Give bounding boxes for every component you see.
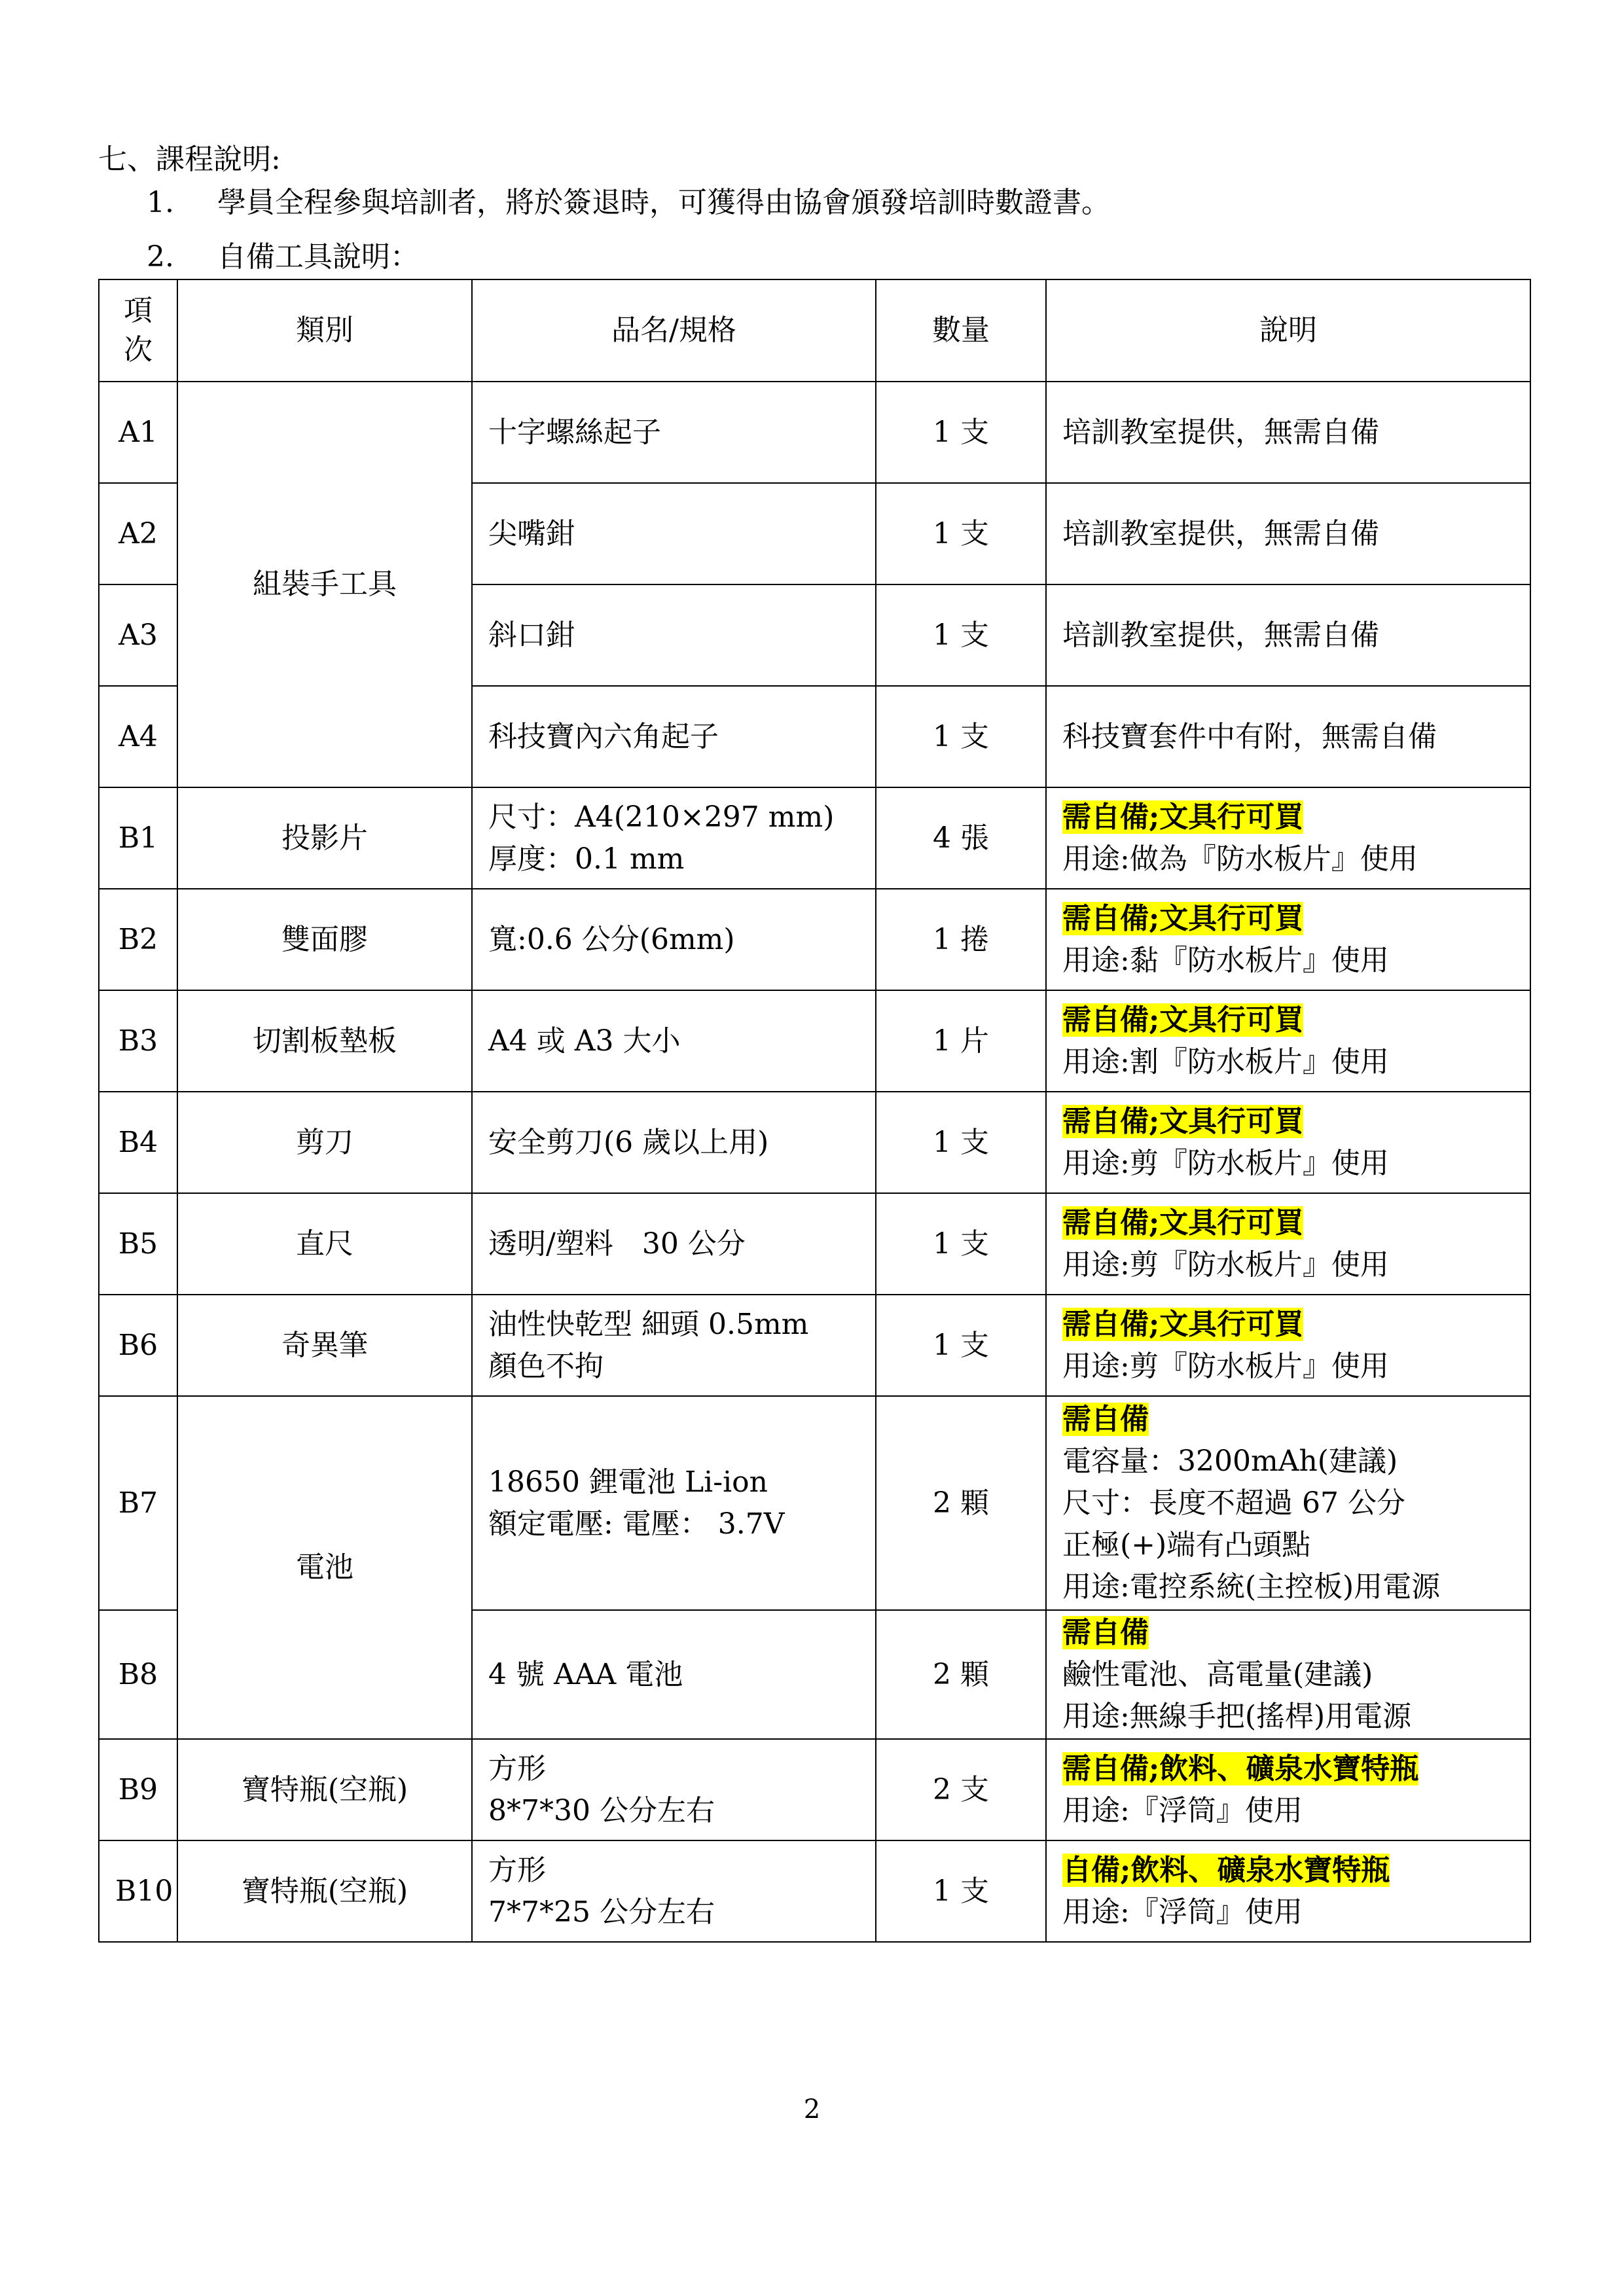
table-row xyxy=(99,1739,1530,1840)
cell-name: 斜口鉗 xyxy=(472,584,876,686)
section-title: 七、課程說明: xyxy=(98,143,281,176)
cell-id: B5 xyxy=(99,1193,177,1295)
cell-desc: 需自備;文具行可買 用途:做為『防水板片』使用 xyxy=(1046,787,1530,889)
list-item-text: 學員全程參與培訓者，將於簽退時，可獲得由協會頒發培訓時數證書。 xyxy=(217,186,1110,219)
header-name: 品名/規格 xyxy=(472,279,876,382)
cell-qty: 1 片 xyxy=(876,990,1046,1092)
highlight-note: 需自備;文具行可買 xyxy=(1062,1206,1304,1240)
cell-qty: 1 支 xyxy=(876,686,1046,787)
header-qty: 數量 xyxy=(876,279,1046,382)
cell-name: 油性快乾型 細頭 0.5mm 顏色不拘 xyxy=(472,1295,876,1396)
cell-category: 寶特瓶(空瓶) xyxy=(177,1739,472,1840)
list-item xyxy=(147,238,419,277)
table-header-row xyxy=(99,279,1530,382)
highlight-note: 需自備 xyxy=(1062,1402,1149,1436)
cell-qty: 1 捲 xyxy=(876,889,1046,990)
cell-desc: 培訓教室提供，無需自備 xyxy=(1046,483,1530,584)
cell-desc: 需自備;文具行可買 用途:割『防水板片』使用 xyxy=(1046,990,1530,1092)
table-row xyxy=(99,889,1530,990)
list-item xyxy=(147,183,1110,223)
highlight-note: 需自備;文具行可買 xyxy=(1062,1003,1304,1037)
cell-name: 科技寶內六角起子 xyxy=(472,686,876,787)
cell-name: 方形 8*7*30 公分左右 xyxy=(472,1739,876,1840)
cell-category: 奇異筆 xyxy=(177,1295,472,1396)
cell-id: B10 xyxy=(99,1840,177,1942)
cell-qty: 1 支 xyxy=(876,1092,1046,1193)
cell-id: A3 xyxy=(99,584,177,686)
cell-desc: 培訓教室提供，無需自備 xyxy=(1046,584,1530,686)
table-row xyxy=(99,1193,1530,1295)
cell-category: 電池 xyxy=(177,1396,472,1739)
cell-category: 組裝手工具 xyxy=(177,382,472,787)
table-row xyxy=(99,1396,1530,1610)
highlight-note: 需自備;文具行可買 xyxy=(1062,901,1304,935)
header-desc: 說明 xyxy=(1046,279,1530,382)
cell-id: B7 xyxy=(99,1396,177,1610)
cell-qty: 1 支 xyxy=(876,1840,1046,1942)
cell-id: B9 xyxy=(99,1739,177,1840)
cell-id: B3 xyxy=(99,990,177,1092)
cell-desc: 科技寶套件中有附，無需自備 xyxy=(1046,686,1530,787)
cell-category: 直尺 xyxy=(177,1193,472,1295)
cell-id: B1 xyxy=(99,787,177,889)
table-row xyxy=(99,787,1530,889)
highlight-note: 需自備;文具行可買 xyxy=(1062,1104,1304,1138)
cell-desc: 需自備;文具行可買 用途:剪『防水板片』使用 xyxy=(1046,1193,1530,1295)
page-number: 2 xyxy=(803,2094,821,2125)
cell-name: 十字螺絲起子 xyxy=(472,382,876,483)
cell-category: 寶特瓶(空瓶) xyxy=(177,1840,472,1942)
cell-name: 安全剪刀(6 歲以上用) xyxy=(472,1092,876,1193)
highlight-note: 需自備;飲料、礦泉水寶特瓶 xyxy=(1062,1751,1419,1785)
highlight-note: 需自備 xyxy=(1062,1615,1149,1649)
table-row xyxy=(99,382,1530,483)
cell-qty: 1 支 xyxy=(876,1193,1046,1295)
cell-name: 尺寸：A4(210×297 mm) 厚度：0.1 mm xyxy=(472,787,876,889)
cell-qty: 1 支 xyxy=(876,584,1046,686)
cell-id: B4 xyxy=(99,1092,177,1193)
cell-qty: 1 支 xyxy=(876,382,1046,483)
cell-qty: 1 支 xyxy=(876,1295,1046,1396)
cell-category: 雙面膠 xyxy=(177,889,472,990)
cell-category: 剪刀 xyxy=(177,1092,472,1193)
cell-desc: 需自備;文具行可買 用途:剪『防水板片』使用 xyxy=(1046,1295,1530,1396)
cell-qty: 2 顆 xyxy=(876,1396,1046,1610)
cell-name: 透明/塑料 30 公分 xyxy=(472,1193,876,1295)
cell-qty: 4 張 xyxy=(876,787,1046,889)
cell-desc: 需自備 鹼性電池、高電量(建議) 用途:無線手把(搖桿)用電源 xyxy=(1046,1610,1530,1739)
table-row xyxy=(99,1840,1530,1942)
highlight-note: 需自備;文具行可買 xyxy=(1062,800,1304,834)
list-item-number: 2. xyxy=(147,240,174,274)
cell-id: A1 xyxy=(99,382,177,483)
cell-qty: 2 支 xyxy=(876,1739,1046,1840)
cell-desc: 需自備 電容量：3200mAh(建議) 尺寸：長度不超過 67 公分 正極(+)端有凸頭點 用途:電控系統(主控板)用電源 xyxy=(1046,1396,1530,1610)
cell-qty: 1 支 xyxy=(876,483,1046,584)
cell-name: 尖嘴鉗 xyxy=(472,483,876,584)
table-row xyxy=(99,990,1530,1092)
header-index: 項 次 xyxy=(99,279,177,382)
cell-desc: 需自備;文具行可買 用途:黏『防水板片』使用 xyxy=(1046,889,1530,990)
tools-table xyxy=(98,279,1531,1943)
list-item-number: 1. xyxy=(147,186,174,219)
cell-id: B8 xyxy=(99,1610,177,1739)
cell-desc: 自備;飲料、礦泉水寶特瓶 用途:『浮筒』使用 xyxy=(1046,1840,1530,1942)
list-item-text: 自備工具說明： xyxy=(217,240,419,274)
highlight-note: 需自備;文具行可買 xyxy=(1062,1307,1304,1341)
table-row xyxy=(99,1092,1530,1193)
cell-desc: 培訓教室提供，無需自備 xyxy=(1046,382,1530,483)
cell-id: B6 xyxy=(99,1295,177,1396)
cell-name: 寬:0.6 公分(6mm) xyxy=(472,889,876,990)
cell-name: 4 號 AAA 電池 xyxy=(472,1610,876,1739)
header-category: 類別 xyxy=(177,279,472,382)
cell-desc: 需自備;飲料、礦泉水寶特瓶 用途:『浮筒』使用 xyxy=(1046,1739,1530,1840)
cell-desc: 需自備;文具行可買 用途:剪『防水板片』使用 xyxy=(1046,1092,1530,1193)
cell-id: B2 xyxy=(99,889,177,990)
cell-name: 方形 7*7*25 公分左右 xyxy=(472,1840,876,1942)
cell-id: A2 xyxy=(99,483,177,584)
cell-category: 投影片 xyxy=(177,787,472,889)
cell-name: A4 或 A3 大小 xyxy=(472,990,876,1092)
cell-name: 18650 鋰電池 Li-ion 額定電壓: 電壓： 3.7V xyxy=(472,1396,876,1610)
table-row xyxy=(99,1295,1530,1396)
cell-id: A4 xyxy=(99,686,177,787)
cell-category: 切割板墊板 xyxy=(177,990,472,1092)
highlight-note: 自備;飲料、礦泉水寶特瓶 xyxy=(1062,1853,1390,1887)
cell-qty: 2 顆 xyxy=(876,1610,1046,1739)
